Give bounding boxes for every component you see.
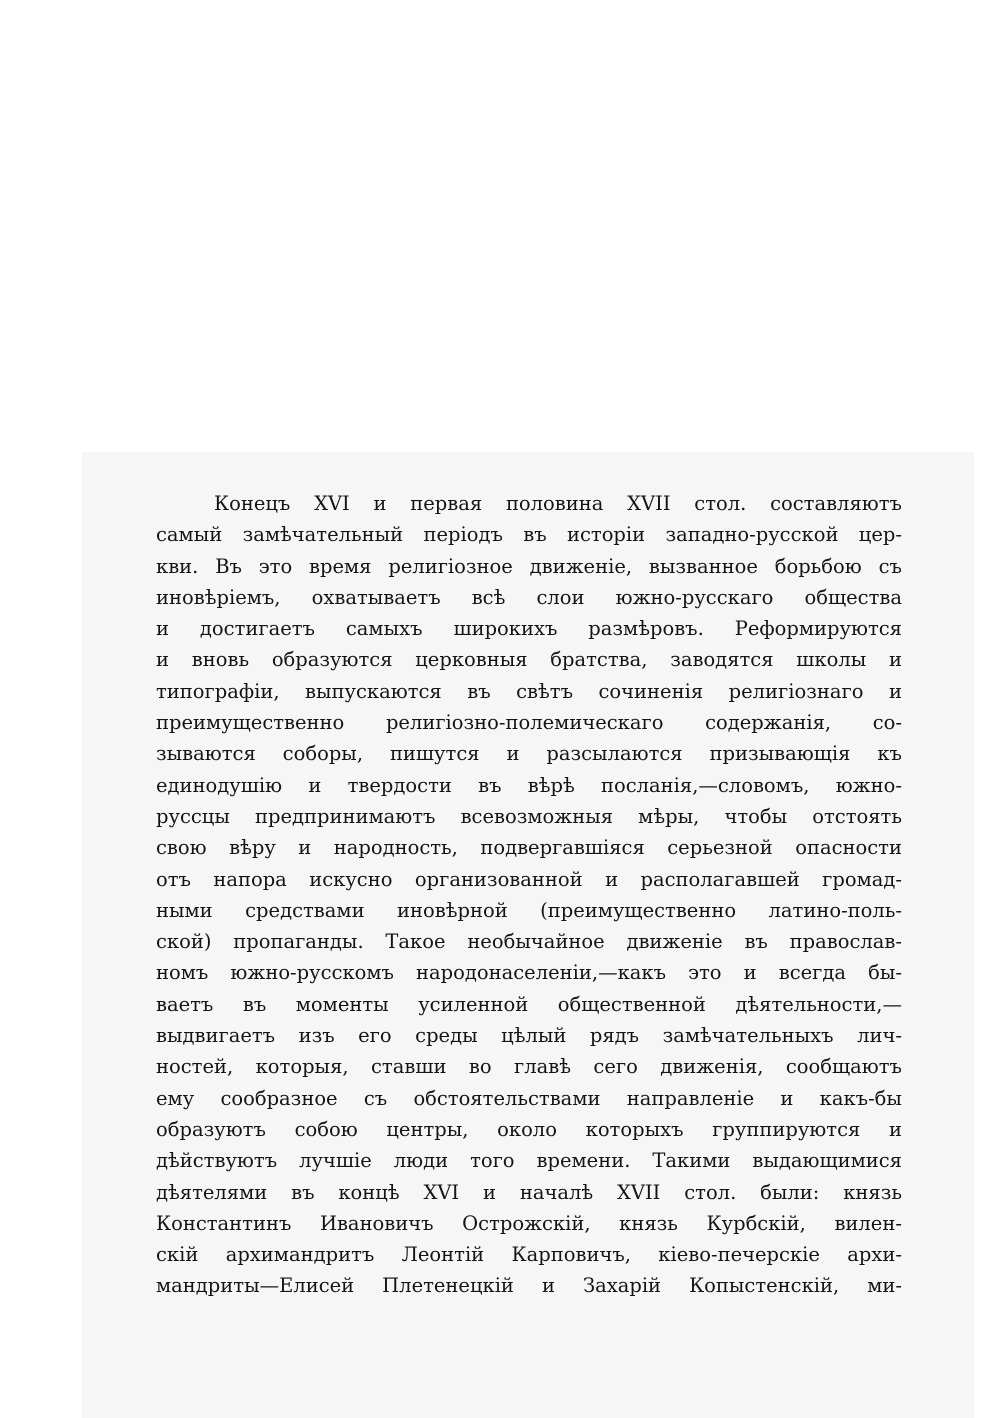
word: чтобы xyxy=(724,804,788,828)
word: съ xyxy=(363,1086,388,1110)
word: отъ xyxy=(156,867,191,891)
word: соборы, xyxy=(282,742,364,766)
word: около xyxy=(497,1117,557,1141)
word: достигаетъ xyxy=(199,617,315,641)
word: Карповичъ, xyxy=(511,1243,631,1267)
word: располагавшей xyxy=(640,867,800,891)
word: ему xyxy=(156,1086,195,1110)
word: его xyxy=(358,1024,392,1048)
word: всегда xyxy=(778,961,847,985)
word: Захарій xyxy=(582,1274,662,1298)
word: посланія,—словомъ, xyxy=(600,773,810,797)
word: дѣятелями xyxy=(156,1180,268,1204)
text-line xyxy=(156,926,902,957)
word: заводятся xyxy=(670,648,774,672)
word: Плетенецкій xyxy=(382,1274,514,1298)
word: твердости xyxy=(347,773,452,797)
word: сообразное xyxy=(220,1086,338,1110)
text-line xyxy=(156,551,902,582)
word: организованной xyxy=(414,867,583,891)
word: въ xyxy=(242,992,267,1016)
word: Ивановичъ xyxy=(319,1211,434,1235)
word: слои xyxy=(536,585,585,609)
text-line xyxy=(156,1145,902,1176)
word: свою xyxy=(156,836,207,860)
word: со- xyxy=(872,711,902,735)
word: образуются xyxy=(271,648,393,672)
word: всѣ xyxy=(471,585,506,609)
word: и xyxy=(156,648,169,672)
word: ми- xyxy=(867,1274,902,1298)
word: призывающія xyxy=(709,742,851,766)
word: западно-русской xyxy=(665,523,839,547)
word: пишутся xyxy=(389,742,480,766)
text-line xyxy=(156,1270,902,1301)
word: отстоять xyxy=(812,804,902,828)
word: дѣятельности,— xyxy=(735,992,902,1016)
word: кви. xyxy=(156,554,199,578)
word: и xyxy=(780,1086,794,1110)
word: люди xyxy=(393,1149,449,1173)
word: и xyxy=(888,648,902,672)
word: номъ xyxy=(156,961,209,985)
text-line xyxy=(156,1083,902,1114)
word: времени. xyxy=(536,1149,631,1173)
word: періодъ xyxy=(423,523,503,547)
word: выдающимися xyxy=(752,1149,902,1173)
word: мѣры, xyxy=(638,804,700,828)
text-line xyxy=(156,1051,902,1082)
word: Въ xyxy=(215,554,242,578)
word: въ xyxy=(744,930,768,954)
word: моменты xyxy=(295,992,389,1016)
text-line xyxy=(156,738,902,769)
text-line xyxy=(156,1020,902,1051)
word: движенія, xyxy=(660,1055,764,1079)
word: латино-поль- xyxy=(768,898,902,922)
word: мандриты—Елисей xyxy=(156,1274,355,1298)
word: вилен- xyxy=(834,1211,902,1235)
text-line xyxy=(156,957,902,988)
word: концѣ xyxy=(338,1180,400,1204)
word: Константинъ xyxy=(156,1211,292,1235)
word: въ xyxy=(291,1180,315,1204)
word: общественной xyxy=(557,992,706,1016)
word: XVII xyxy=(627,492,671,515)
word: которыхъ xyxy=(585,1117,684,1141)
word: къ xyxy=(877,742,902,766)
text-line xyxy=(156,864,902,895)
word: братства, xyxy=(550,648,648,672)
text-line xyxy=(156,1208,902,1239)
word: и xyxy=(482,1180,496,1204)
word: южно-русскаго xyxy=(615,585,774,609)
word: и xyxy=(888,1117,902,1141)
text-line xyxy=(156,1177,902,1208)
word: и xyxy=(743,961,757,985)
text-line xyxy=(156,644,902,675)
word: сего xyxy=(593,1055,638,1079)
word: цер- xyxy=(858,523,902,547)
word: широкихъ xyxy=(453,617,558,641)
word: серьезной xyxy=(667,836,773,860)
word: ставши xyxy=(371,1055,447,1079)
text-line xyxy=(156,989,902,1020)
word: съ xyxy=(878,554,902,578)
word: ными xyxy=(156,898,213,922)
word: архимандритъ xyxy=(225,1243,375,1267)
word: движеніе, xyxy=(529,554,633,578)
word: вѣрѣ xyxy=(527,773,575,797)
word: руссцы xyxy=(156,804,230,828)
word: въ xyxy=(523,523,547,547)
word: зываются xyxy=(156,742,256,766)
word: свѣтъ xyxy=(516,679,573,703)
word: православ- xyxy=(789,930,902,954)
word: сообщаютъ xyxy=(785,1055,902,1079)
word: средствами xyxy=(245,898,365,922)
word: (преимущественно xyxy=(540,898,737,922)
word: рядъ xyxy=(589,1024,640,1048)
word: стол. xyxy=(684,1180,737,1204)
word: южно-русскомъ xyxy=(230,961,394,985)
word: князь xyxy=(843,1180,902,1204)
word: началѣ xyxy=(519,1180,594,1204)
word: цѣлый xyxy=(501,1024,567,1048)
word: и xyxy=(308,773,322,797)
word: Острожскій, xyxy=(462,1211,591,1235)
word: исторіи xyxy=(566,523,646,547)
word: ваетъ xyxy=(156,992,214,1016)
word: школы xyxy=(796,648,867,672)
word: громад- xyxy=(822,867,902,891)
word: и xyxy=(541,1274,555,1298)
word: пропаганды. xyxy=(233,930,364,954)
word: всевозможныя xyxy=(460,804,614,828)
text-line xyxy=(156,676,902,707)
word: самыхъ xyxy=(345,617,423,641)
word: религіозно-полемическаго xyxy=(385,711,664,735)
word: ской) xyxy=(156,930,212,954)
word: Курбскій, xyxy=(706,1211,806,1235)
word: единодушію xyxy=(156,773,283,797)
word: группируются xyxy=(712,1117,861,1141)
word: это xyxy=(688,961,722,985)
word: самый xyxy=(156,523,223,547)
word: половина xyxy=(505,492,604,515)
word: выпускаются xyxy=(305,679,442,703)
word: замѣчательный xyxy=(242,523,404,547)
word: изъ xyxy=(298,1024,335,1048)
word: Копыстенскій, xyxy=(689,1274,840,1298)
word: это xyxy=(258,554,293,578)
word: необычайное xyxy=(467,930,605,954)
word: лучшіе xyxy=(299,1149,372,1173)
word: вѣру xyxy=(229,836,276,860)
word: ностей, xyxy=(156,1055,234,1079)
word: были: xyxy=(760,1180,820,1204)
word: XVI xyxy=(423,1180,460,1204)
word: обстоятельствами xyxy=(413,1086,601,1110)
word: архи- xyxy=(847,1243,902,1267)
word: время xyxy=(309,554,372,578)
word: борьбою xyxy=(774,554,862,578)
word: содержанія, xyxy=(705,711,832,735)
word: во xyxy=(468,1055,492,1079)
word: Такими xyxy=(652,1149,731,1173)
text-line xyxy=(156,613,902,644)
word: XVI xyxy=(314,492,350,515)
word: и xyxy=(506,742,520,766)
word: религіознаго xyxy=(728,679,864,703)
word: и xyxy=(373,492,387,515)
word: Леонтій xyxy=(401,1243,485,1267)
word: предпринимаютъ xyxy=(254,804,436,828)
word: и xyxy=(156,617,169,641)
word: бы- xyxy=(868,961,902,985)
text-line xyxy=(156,582,902,613)
word: образуютъ xyxy=(156,1117,266,1141)
word: Реформируются xyxy=(734,617,902,641)
word: народность, xyxy=(333,836,458,860)
word: охватываетъ xyxy=(311,585,441,609)
word: въ xyxy=(467,679,491,703)
word: типографіи, xyxy=(156,679,280,703)
word: народонаселеніи,—какъ xyxy=(416,961,666,985)
word: напора xyxy=(213,867,287,891)
word: церковныя xyxy=(415,648,528,672)
text-line xyxy=(156,895,902,926)
text-line xyxy=(156,832,902,863)
word: иновѣріемъ, xyxy=(156,585,281,609)
text-line xyxy=(156,770,902,801)
word: какъ-бы xyxy=(819,1086,902,1110)
word: составляютъ xyxy=(770,492,902,515)
body-text xyxy=(156,488,902,1302)
word: замѣчательныхъ xyxy=(662,1024,834,1048)
text-line xyxy=(156,707,902,738)
word: князь xyxy=(619,1211,678,1235)
word: направленіе xyxy=(626,1086,755,1110)
word: XVII xyxy=(617,1180,661,1204)
word: среды xyxy=(415,1024,478,1048)
word: иновѣрной xyxy=(397,898,508,922)
word: преимущественно xyxy=(156,711,345,735)
word: кіево-печерскіе xyxy=(658,1243,820,1267)
word: размѣровъ. xyxy=(588,617,704,641)
word: главѣ xyxy=(514,1055,571,1079)
text-line xyxy=(156,801,902,832)
word: усиленной xyxy=(418,992,529,1016)
word: того xyxy=(470,1149,515,1173)
word: опасности xyxy=(795,836,902,860)
word: сочиненія xyxy=(598,679,704,703)
word: лич- xyxy=(857,1024,902,1048)
word: дѣйствуютъ xyxy=(156,1149,278,1173)
word: движеніе xyxy=(626,930,723,954)
word: первая xyxy=(410,492,483,515)
text-line xyxy=(156,519,902,550)
word: скій xyxy=(156,1243,199,1267)
word: вновь xyxy=(191,648,250,672)
word: южно- xyxy=(835,773,902,797)
word: выдвигаетъ xyxy=(156,1024,276,1048)
word: и xyxy=(298,836,312,860)
word: Такое xyxy=(385,930,446,954)
word: религіозное xyxy=(388,554,513,578)
word: и xyxy=(605,867,619,891)
word: искусно xyxy=(309,867,393,891)
word: и xyxy=(888,679,902,703)
word: общества xyxy=(804,585,902,609)
word: Конецъ xyxy=(214,492,291,515)
word: подвергавшіяся xyxy=(480,836,645,860)
word: вызванное xyxy=(648,554,758,578)
word: стол. xyxy=(694,492,747,515)
word: которыя, xyxy=(255,1055,349,1079)
word: собою xyxy=(294,1117,358,1141)
word: центры, xyxy=(386,1117,469,1141)
text-line xyxy=(156,1239,902,1270)
text-line xyxy=(156,1114,902,1145)
text-line xyxy=(156,488,902,519)
word: разсылаются xyxy=(546,742,683,766)
word: въ xyxy=(478,773,502,797)
